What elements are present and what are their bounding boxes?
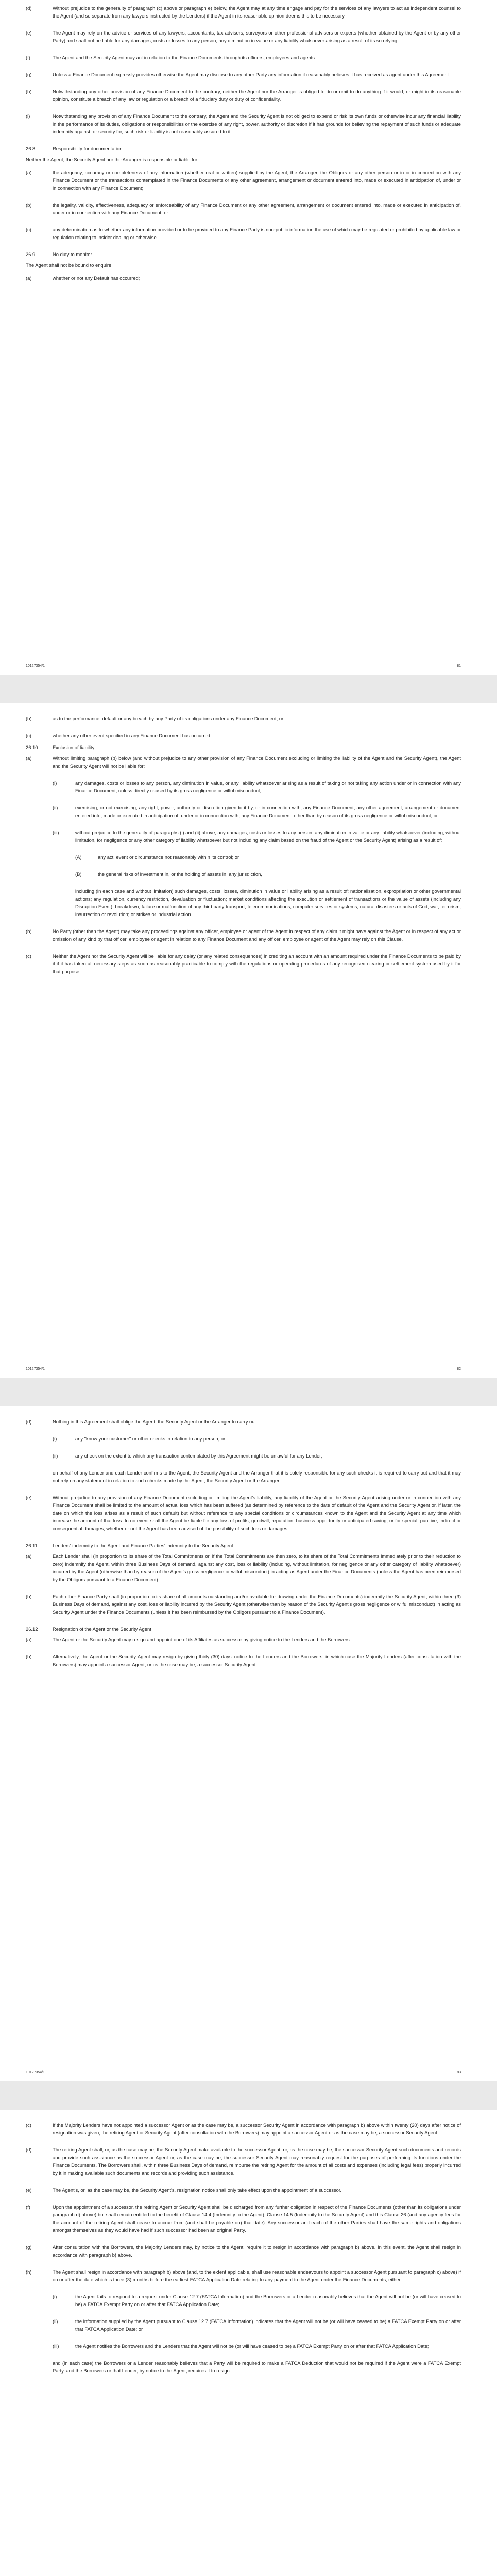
clause-para-e: (e) The Agent's, or, as the case may be, the Security Agent's, resignation notice shall only take effect upon the appointment of a successor. [26, 2187, 342, 2193]
continuation-text: including (in each case and without limitation) such damages, costs, losses, diminution in value or liability arising as a result of: nationalisation, expropriation or other governmental actions; any regulation, currency restriction, devaluation or fluctuation; market conditions affecting the execution or settlement of transactions or the value of assets (including any Disruption Event); breakdown, failure or malfunction of any third party transport, telecommunications, computer services or systems; natural disasters or acts of God; war, terrorism, insurrection or revolution; or strikes or industrial action. [75, 888, 461, 917]
continuation-text: and (in each case) the Borrowers or a Lender reasonably believes that a Party will be required to make a FATCA Deduction that would not be required if the Agent were a FATCA Exempt Party, and the Borrowers or that Lender, by notice to the Agent, requires it to resign. [53, 2360, 461, 2374]
section-intro: Neither the Agent, the Security Agent nor the Arranger is responsible or liable for: [26, 157, 199, 162]
section-heading-26-11: 26.11 Lenders' indemnity to the Agent and Finance Parties' indemnity to the Security Agent [26, 1543, 233, 1548]
clause-para-b: (b) as to the performance, default or any breach by any Party of its obligations under any Finance Document; or [26, 716, 284, 721]
clause-para-a: (a) whether or not any Default has occurred; [26, 275, 140, 281]
sub-para-i: (i) the Agent fails to respond to a request under Clause 12.7 (FATCA Information) and the Borrowers or a Lender reasonably believes that the Agent will not be (or will have ceased to be) a FATCA Exempt Party on or after that FATCA Application Date; [53, 2294, 461, 2307]
sub-para-ii: (ii) exercising, or not exercising, any right, power, authority or discretion given to it by, or in connection with, any Finance Document, any other agreement, arrangement or document entered into, made or executed in anticipation of, under or in connection with, any Finance Document, other than by reason of its gross negligence or wilful misconduct; or [53, 805, 461, 818]
clause-para-f: (f) Upon the appointment of a successor, the retiring Agent or Security Agent shall be discharged from any further obligation in respect of the Finance Documents (other than its obligations under paragraph d) above) but shall remain entitled to the benefit of Clause 14.4 (Indemnity to the Agent), Clause 14.5 (Indemnity to the Security Agent) and this Clause 26 (and any agency fees for the account of the retiring Agent shall cease to accrue from (and shall be payable on) that date). Any successor and each of the other Parties shall have the same rights and obligations amongst themselves as they would have had if such successor had been an original Party. [26, 2204, 461, 2233]
section-heading-26-8: 26.8 Responsibility for documentation [26, 146, 123, 151]
section-heading-26-9: 26.9 No duty to monitor [26, 251, 92, 257]
page-footer: 10127354/1 83 [26, 2071, 461, 2074]
clause-para-b: (b) the legality, validity, effectiveness, adequacy or enforceability of any Finance Document or any other agreement, arrangement or document entered into, made or executed in anticipation of, under or in connection with any Finance Document; or [26, 202, 461, 215]
document-page-84 [0, 2110, 497, 2576]
sub-para-B: (B) the general risks of investment in, or the holding of assets in, any jurisdiction, [75, 871, 262, 877]
clause-para-g: (g) Unless a Finance Document expressly provides otherwise the Agent may disclose to any other Party any information it reasonably believes it has received as agent under this Agreement. [26, 72, 450, 77]
sub-para-ii: (ii) any check on the extent to which any transaction contemplated by this Agreement might be unlawful for any Lender, [53, 1453, 322, 1459]
page-footer: 10127354/1 82 [26, 1367, 461, 1371]
document-page-83 [0, 1406, 497, 2081]
clause-para-b: (b) Alternatively, the Agent or the Security Agent may resign by giving thirty (30) days' notice to the Lenders and the Borrowers, in which case the Majority Lenders (after consultation with the Borrowers) may appoint a successor Agent, or as the case may be, a successor Security Agent. [26, 1654, 461, 1667]
sub-para-A: (A) any act, event or circumstance not reasonably within its control; or [75, 854, 239, 860]
section-intro: The Agent shall not be bound to enquire: [26, 262, 113, 268]
clause-para-e: (e) Without prejudice to any provision of any Finance Document excluding or limiting the Agent's liability, any liability of the Agent or the Security Agent arising under or in connection with any Finance Document shall be limited to the amount of actual loss which has been suffered (as determined by reference to the date of default of the Agent and the Security Agent or, if later, the date on which the loss arises as a result of such default) but without reference to any special conditions or circumstances known to the Agent and the Security Agent at any time which increase the amount of that loss. In no event shall the Agent be liable for any loss of profits, goodwill, reputation, business opportunity or anticipated saving, or for special, punitive, indirect or consequential damages, whether or not the Agent has been advised of the possibility of such loss or damages. [26, 1495, 461, 1531]
document-page-82 [0, 703, 497, 1378]
clause-para-b: (b) No Party (other than the Agent) may take any proceedings against any officer, employee or agent of the Agent in respect of any claim it might have against the Agent or in respect of any act or omission of any kind by that officer, employee or agent in relation to any Finance Document and any officer, employee or agent of the Agent may rely on this Clause. [26, 928, 461, 942]
clause-para-h: (h) The Agent shall resign in accordance with paragraph b) above (and, to the extent applicable, shall use reasonable endeavours to appoint a successor Agent pursuant to paragraph c) above) if on or after the date which is three (3) months before the earliest FATCA Application Date relating to any payment to the Agent under the Finance Documents, either: [26, 2269, 461, 2282]
clause-para-c: (c) any determination as to whether any information provided or to be provided to any Finance Party is non-public information the use of which may be regulated or prohibited by applicable law or regulation relating to insider dealing or otherwise. [26, 227, 461, 240]
sub-para-ii: (ii) the information supplied by the Agent pursuant to Clause 12.7 (FATCA Information) indicates that the Agent will not be (or will have ceased to be) a FATCA Exempt Party on or after that FATCA Application Date; or [53, 2318, 461, 2332]
section-heading-26-10: 26.10 Exclusion of liability [26, 744, 95, 750]
section-heading-26-12: 26.12 Resignation of the Agent or the Security Agent [26, 1626, 151, 1632]
sub-para-i: (i) any "know your customer" or other checks in relation to any person; or [53, 1436, 226, 1442]
clause-para-c: (c) Neither the Agent nor the Security Agent will be liable for any delay (or any related consequences) in crediting an account with an amount required under the Finance Documents to be paid by it if it has taken all necessary steps as soon as reasonably practicable to comply with the regulations or operating procedures of any recognised clearing or settlement system used by it for that purpose. [26, 953, 461, 974]
continuation-text: on behalf of any Lender and each Lender confirms to the Agent, the Security Agent and the Arranger that it is solely responsible for any such checks it is required to carry out and that it may not rely on any statement in relation to such checks made by the Agent, the Security Agent or the Arranger. [53, 1470, 461, 1483]
clause-para-b: (b) Each other Finance Party shall (in proportion to its share of all amounts outstanding and/or available for drawing under the Finance Documents) indemnify the Security Agent, within three (3) Business Days of demand, against any cost, loss or liability incurred by the Security Agent (otherwise than by reason of the Security Agent's gross negligence or wilful misconduct) in acting as Security Agent under the Finance Documents (unless it has been reimbursed by the Obligors pursuant to a Finance Document). [26, 1594, 461, 1615]
clause-para-c: (c) If the Majority Lenders have not appointed a successor Agent or as the case may be, a successor Security Agent in accordance with paragraph b) above within twenty (20) days after notice of resignation was given, the retiring Agent or Security Agent (after consultation with the Borrowers) may appoint a successor Agent or as the case may be, a successor Security Agent. [26, 2122, 461, 2136]
document-page-81 [0, 0, 497, 675]
clause-para-a: (a) Each Lender shall (in proportion to its share of the Total Commitments or, if the Total Commitments are then zero, to its share of the Total Commitments immediately prior to their reduction to zero) indemnify the Agent, within three Business Days of demand, against any cost, loss or liability (including, without limitation, for negligence or any other category of liability whatsoever) incurred by the Agent (otherwise than by reason of the Agent's gross negligence or wilful misconduct) in acting as Agent under the Finance Documents (unless the Agent has been reimbursed by the Obligors pursuant to a Finance Document). [26, 1553, 461, 1582]
clause-para-e: (e) The Agent may rely on the advice or services of any lawyers, accountants, tax advisers, surveyors or other professional advisers or experts (whether obtained by the Agent or by any other Party) and shall not be liable for any damages, costs or losses to any person, any diminution in value or any liability whatsoever arising as a result of its so relying. [26, 30, 461, 43]
page-footer: 10127354/1 81 [26, 664, 461, 668]
sub-para-i: (i) any damages, costs or losses to any person, any diminution in value, or any liability whatsoever arising as a result of taking or not taking any action under or in connection with any Finance Document, unless directly caused by its gross negligence or wilful misconduct; [53, 780, 461, 793]
clause-para-h: (h) Notwithstanding any other provision of any Finance Document to the contrary, neither the Agent nor the Arranger is obliged to do or omit to do anything if it would, or might in its reasonable opinion, constitute a breach of any law or regulation or a breach of a fiduciary duty or duty of confidentiality. [26, 89, 461, 102]
sub-para-iii: (iii) the Agent notifies the Borrowers and the Lenders that the Agent will not be (or will have ceased to be) a FATCA Exempt Party on or after that FATCA Application Date; [53, 2343, 429, 2349]
clause-para-d: (d) The retiring Agent shall, or, as the case may be, the Security Agent make available to the successor Agent, or, as the case may be, the successor Security Agent such documents and records and provide such assistance as the successor Agent or, as the case may be, the successor Security Agent may reasonably request for the purposes of performing its functions under the Finance Documents. The Borrowers shall, within three Business Days of demand, reimburse the retiring Agent for the amount of all costs and expenses (including legal fees) properly incurred by it in making available such documents and records and providing such assistance. [26, 2147, 461, 2176]
clause-para-d: (d) Nothing in this Agreement shall oblige the Agent, the Security Agent or the Arranger to carry out: [26, 1419, 258, 1425]
clause-para-a: (a) the adequacy, accuracy or completeness of any information (whether oral or written) supplied by the Agent, the Arranger, the Obligors or any other person or in or in connection with any Finance Document or the transactions contemplated in the Finance Documents or any other agreement, arrangement or document entered into, made or executed in anticipation of, under or in connection with any Finance Document; [26, 170, 461, 191]
clause-para-g: (g) After consultation with the Borrowers, the Majority Lenders may, by notice to the Agent, require it to resign in accordance with paragraph b) above. In this event, the Agent shall resign in accordance with paragraph b) above. [26, 2244, 461, 2258]
clause-para-c: (c) whether any other event specified in any Finance Document has occurred [26, 733, 210, 738]
clause-para-f: (f) The Agent and the Security Agent may act in relation to the Finance Documents through its officers, employees and agents. [26, 55, 316, 60]
clause-para-a: (a) The Agent or the Security Agent may resign and appoint one of its Affiliates as successor by giving notice to the Lenders and the Borrowers. [26, 1637, 351, 1642]
clause-para-i: (i) Notwithstanding any provision of any Finance Document to the contrary, the Agent and the Security Agent is not obliged to expend or risk its own funds or otherwise incur any financial liability in the performance of its duties, obligations or responsibilities or the exercise of any right, power, authority or discretion if it has grounds for believing the repayment of such funds or adequate indemnity against, or security for, such risk or liability is not reasonably assured to it. [26, 113, 461, 134]
sub-para-iii: (iii) without prejudice to the generality of paragraphs (i) and (ii) above, any damages, costs or losses to any person, any diminution in value or any liability whatsoever (including, without limitation, for negligence or any other category of liability whatsoever but not including any claim based on the fraud of the Agent or the Security Agent) arising as a result of: [53, 829, 461, 843]
clause-para-d: (d) Without prejudice to the generality of paragraph (c) above or paragraph e) below, the Agent may at any time engage and pay for the services of any lawyers to act as independent counsel to the Agent (and so separate from any lawyers instructed by the Lenders) if the Agent in its reasonable opinion deems this to be necessary. [26, 5, 461, 19]
clause-para-a: (a) Without limiting paragraph (b) below (and without prejudice to any other provision of any Finance Document excluding or limiting the liability of the Agent and the Security Agent), the Agent and the Security Agent will not be liable for: [26, 755, 461, 769]
